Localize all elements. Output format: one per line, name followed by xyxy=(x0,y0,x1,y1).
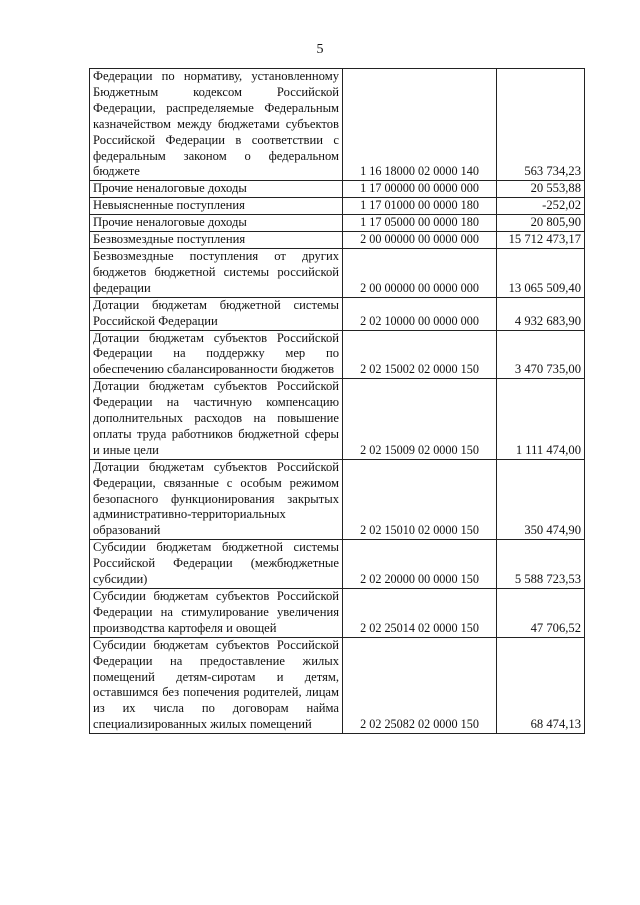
table-row xyxy=(90,459,585,540)
row-budget-code: 1 17 01000 00 0000 180 xyxy=(343,198,497,215)
table-row xyxy=(90,215,585,232)
table-row xyxy=(90,198,585,215)
row-amount: 1 111 474,00 xyxy=(497,379,585,460)
row-description: Дотации бюджетам бюджетной системы Российской Федерации xyxy=(90,297,343,330)
row-amount: 563 734,23 xyxy=(497,69,585,181)
table-row xyxy=(90,540,585,589)
page-number: 5 xyxy=(316,42,324,57)
table-row xyxy=(90,637,585,733)
row-budget-code: 2 02 20000 00 0000 150 xyxy=(343,540,497,589)
row-amount: 13 065 509,40 xyxy=(497,248,585,297)
row-budget-code: 1 16 18000 02 0000 140 xyxy=(343,69,497,181)
row-description: Прочие неналоговые доходы xyxy=(90,215,343,232)
row-amount: 20 805,90 xyxy=(497,215,585,232)
row-budget-code: 1 17 05000 00 0000 180 xyxy=(343,215,497,232)
row-amount: 20 553,88 xyxy=(497,181,585,198)
row-amount: 5 588 723,53 xyxy=(497,540,585,589)
row-description: Безвозмездные поступления от других бюджетов бюджетной системы российской федерации xyxy=(90,248,343,297)
row-budget-code: 2 00 00000 00 0000 000 xyxy=(343,248,497,297)
row-budget-code: 2 02 15010 02 0000 150 xyxy=(343,459,497,540)
row-description: Федерации по нормативу, установленному Бюджетным кодексом Российской Федерации, распределяемые Федеральным казначейством между бюджетами субъектов Российской Федерации в соответствии с федеральным законом о федеральном бюджете xyxy=(90,69,343,181)
table-row xyxy=(90,379,585,460)
row-description: Невыясненные поступления xyxy=(90,198,343,215)
row-amount: 3 470 735,00 xyxy=(497,330,585,379)
row-amount: 4 932 683,90 xyxy=(497,297,585,330)
row-description: Субсидии бюджетам субъектов Российской Федерации на стимулирование увеличения производства картофеля и овощей xyxy=(90,589,343,638)
table-row xyxy=(90,297,585,330)
table-row xyxy=(90,248,585,297)
row-budget-code: 2 00 00000 00 0000 000 xyxy=(343,232,497,249)
row-amount: -252,02 xyxy=(497,198,585,215)
row-amount: 350 474,90 xyxy=(497,459,585,540)
row-budget-code: 2 02 25014 02 0000 150 xyxy=(343,589,497,638)
table-row xyxy=(90,181,585,198)
table-row xyxy=(90,69,585,181)
table-row xyxy=(90,589,585,638)
table-row xyxy=(90,232,585,249)
row-description: Субсидии бюджетам бюджетной системы Российской Федерации (межбюджетные субсидии) xyxy=(90,540,343,589)
row-description: Дотации бюджетам субъектов Российской Федерации, связанные с особым режимом безопасного функционирования закрытых административно-территориальных образований xyxy=(90,459,343,540)
row-description: Дотации бюджетам субъектов Российской Федерации на частичную компенсацию дополнительных расходов на повышение оплаты труда работников бюджетной сферы и иные цели xyxy=(90,379,343,460)
row-amount: 15 712 473,17 xyxy=(497,232,585,249)
budget-revenue-table xyxy=(89,68,585,734)
row-budget-code: 2 02 25082 02 0000 150 xyxy=(343,637,497,733)
table-row xyxy=(90,330,585,379)
row-budget-code: 1 17 00000 00 0000 000 xyxy=(343,181,497,198)
row-amount: 47 706,52 xyxy=(497,589,585,638)
row-description: Безвозмездные поступления xyxy=(90,232,343,249)
row-description: Дотации бюджетам субъектов Российской Федерации на поддержку мер по обеспечению сбалансированности бюджетов xyxy=(90,330,343,379)
row-budget-code: 2 02 10000 00 0000 000 xyxy=(343,297,497,330)
row-description: Прочие неналоговые доходы xyxy=(90,181,343,198)
row-budget-code: 2 02 15009 02 0000 150 xyxy=(343,379,497,460)
row-budget-code: 2 02 15002 02 0000 150 xyxy=(343,330,497,379)
row-amount: 68 474,13 xyxy=(497,637,585,733)
row-description: Субсидии бюджетам субъектов Российской Федерации на предоставление жилых помещений детям-сиротам и детям, оставшимся без попечения родителей, лицам из их числа по договорам найма специализированных жилых помещений xyxy=(90,637,343,733)
